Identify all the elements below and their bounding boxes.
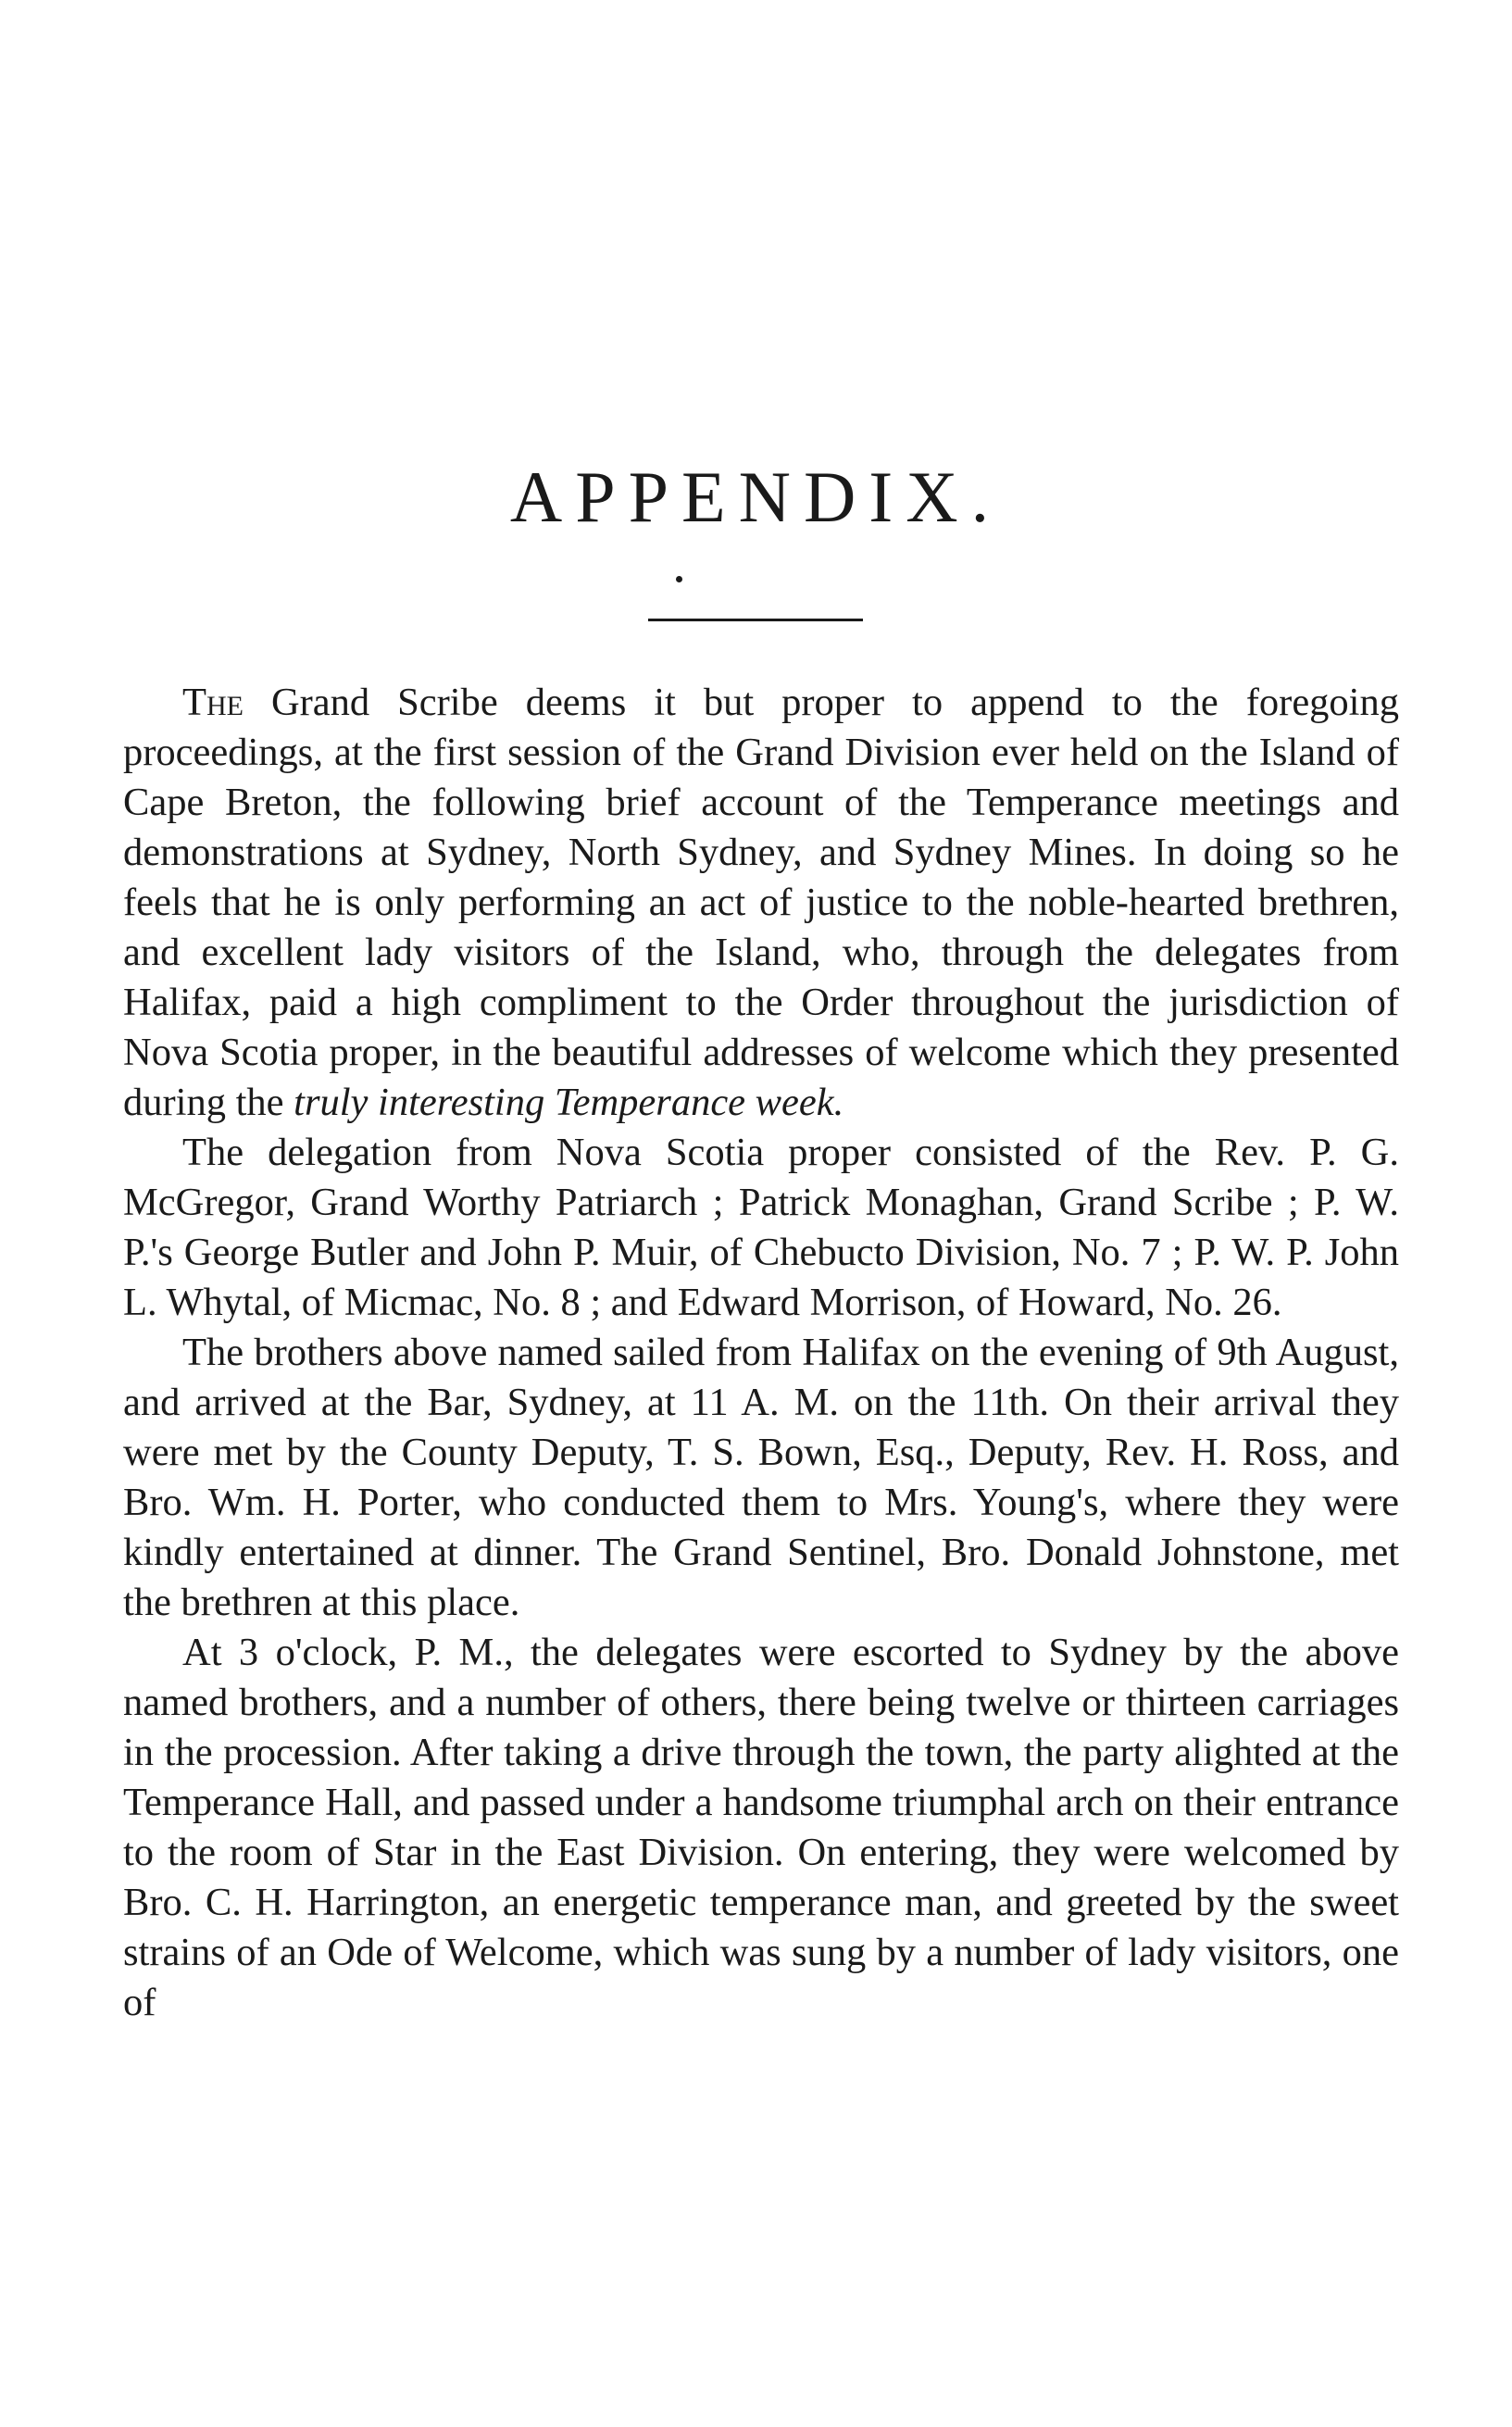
paragraph-delegation: The delegation from Nova Scotia proper consisted of the Rev. P. G. McGregor, Grand Worthy Patriarch ; Patrick Monaghan, Grand Scribe ; P. W. P.'s George Butler and John P. Muir, of Chebucto Division, No. 7 ; P. W. P. John L. Whytal, of Micmac, No. 8 ; and Edward Morrison, of Howard, No. 26. [123,1131,1399,1324]
paragraph-intro [123,678,1399,1128]
paragraph-lead-word: The [182,681,244,724]
page-title: APPENDIX. [509,457,1003,537]
paragraph-procession: At 3 o'clock, P. M., the delegates were escorted to Sydney by the above named brothers, and a number of others, there being twelve or thirteen carriages in the procession. After taking a drive through the town, the party alighted at the Temperance Hall, and passed under a handsome triumphal arch on their entrance to the room of Star in the East Division. On entering, they were welcomed by Bro. C. H. Harrington, an energetic temperance man, and greeted by the sweet strains of an Ode of Welcome, which was sung by a number of lady visitors, one of [123,1631,1399,2024]
title-rule-divider [648,619,863,621]
title-dot-ornament [676,576,682,582]
paragraph-intro-text: Grand Scribe deems it but proper to append to the foregoing proceedings, at the first session of the Grand Division ever held on the Island of Cape Breton, the following brief account of the Temperance meetings and demonstrations at Sydney, North Sydney, and Sydney Mines. In doing so he feels that he is only performing an act of justice to the noble-hearted brethren, and excellent lady visitors of the Island, who, through the delegates from Halifax, paid a high compliment to the Order throughout the jurisdiction of Nova Scotia proper, in the beautiful addresses of welcome which they presented during the [123,681,1399,1124]
appendix-body [123,678,1399,2028]
paragraph-arrival: The brothers above named sailed from Halifax on the evening of 9th August, and arrived at the Bar, Sydney, at 11 A. M. on the 11th. On their arrival they were met by the County Deputy, T. S. Bown, Esq., Deputy, Rev. H. Ross, and Bro. Wm. H. Porter, who conducted them to Mrs. Young's, where they were kindly entertained at dinner. The Grand Sentinel, Bro. Donald Johnstone, met the brethren at this place. [123,1331,1399,1624]
paragraph-intro-emphasis: truly interesting Temperance week. [294,1081,844,1124]
